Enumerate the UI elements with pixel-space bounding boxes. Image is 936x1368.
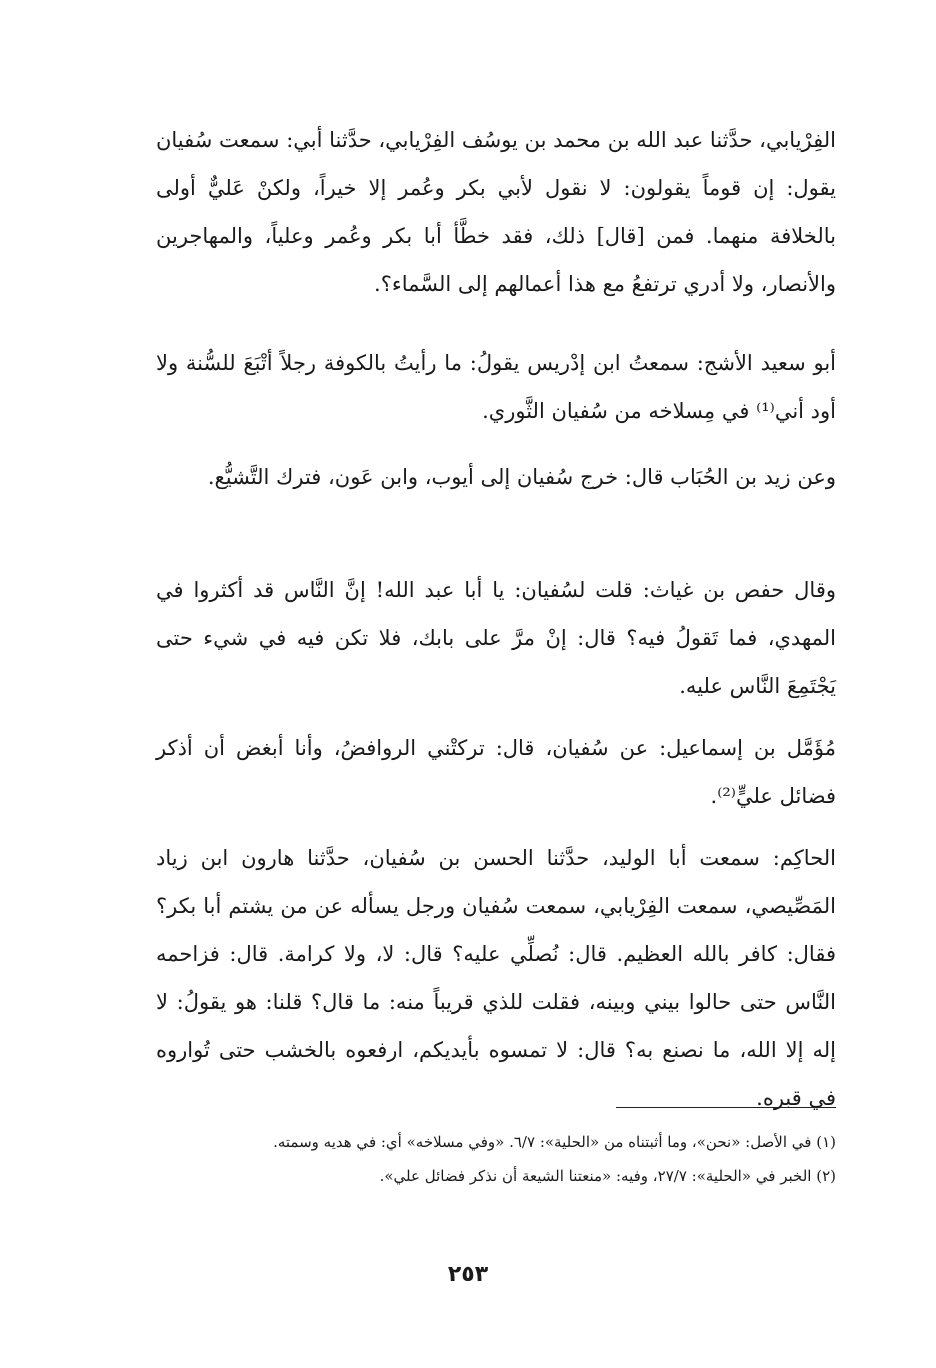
paragraph-muammal: مُؤَمَّل بن إسماعيل: عن سُفيان، قال: تركتْني الروافضُ، وأنا أبغض أن أذكر فضائل عليٍّ⁽²⁾.	[156, 736, 836, 808]
paragraph-hakim: الحاكِم: سمعت أبا الوليد، حدَّثنا الحسن بن سُفيان، حدَّثنا هارون ابن زياد المَصِّيصي، سمعت الفِرْيابي، سمعت سُفيان ورجل يسأله عن من يشتم أبا بكر؟ فقال: كافر بالله العظيم. قال: نُصلِّي عليه؟ قال: لا، ولا كرامة. قال: فزاحمه النَّاس حتى حالوا بيني وبينه، فقلت للذي قريباً منه: ما قال؟ قلنا: هو يقولُ: لا إله إلا الله، ما نصنع به؟ قال: لا تمسوه بأيديكم، ارفعوه بالخشب حتى تُواروه في قبره.	[156, 846, 836, 1110]
paragraph-abu-said: أبو سعيد الأشج: سمعتُ ابن إدْريس يقولُ: ما رأيتُ بالكوفة رجلاً أتْبَعَ للسُّنة ولا أود أني⁽¹⁾ في مِسلاخه من سُفيان الثَّوري.	[156, 351, 836, 423]
page-number: ٢٥٣	[447, 1262, 489, 1287]
paragraph-farayabi: الفِرْيابي، حدَّثنا عبد الله بن محمد بن يوسُف الفِرْيابي، حدَّثنا أبي: سمعت سُفيان يقول: إن قوماً يقولون: لا نقول لأبي بكر وعُمر إلا خيراً، ولكنْ عَليٌّ أولى بالخلافة منهما. فمن [قال] ذلك، فقد خطَّأ أبا بكر وعُمر وعلياً، والمهاجرين والأنصار، ولا أدري ترتفعُ مع هذا أعمالهم إلى السَّماء؟.	[155, 128, 836, 296]
footnotes	[156, 1125, 836, 1193]
paragraph-hafs: وقال حفص بن غياث: قلت لسُفيان: يا أبا عبد الله! إنَّ النَّاس قد أكثروا في المهدي، فما تَقولُ فيه؟ قال: إنْ مرَّ على بابك، فلا تكن فيه في شيء حتى يَجْتَمِعَ النَّاس عليه.	[156, 578, 836, 698]
footnote-1: (١) في الأصل: «نحن»، وما أثبتناه من «الحلية»: ٦/٧. «وفي مسلاخه» أي: في هديه وسمته.	[273, 1133, 836, 1151]
paragraph-zayd: وعن زيد بن الحُبَاب قال: خرج سُفيان إلى أيوب، وابن عَون، فترك التَّشيُّع.	[207, 465, 836, 489]
footnote-2: (٢) الخبر في «الحلية»: ٢٧/٧، وفيه: «منعتنا الشيعة أن نذكر فضائل علي».	[379, 1167, 836, 1185]
footnote-separator	[616, 1107, 836, 1108]
